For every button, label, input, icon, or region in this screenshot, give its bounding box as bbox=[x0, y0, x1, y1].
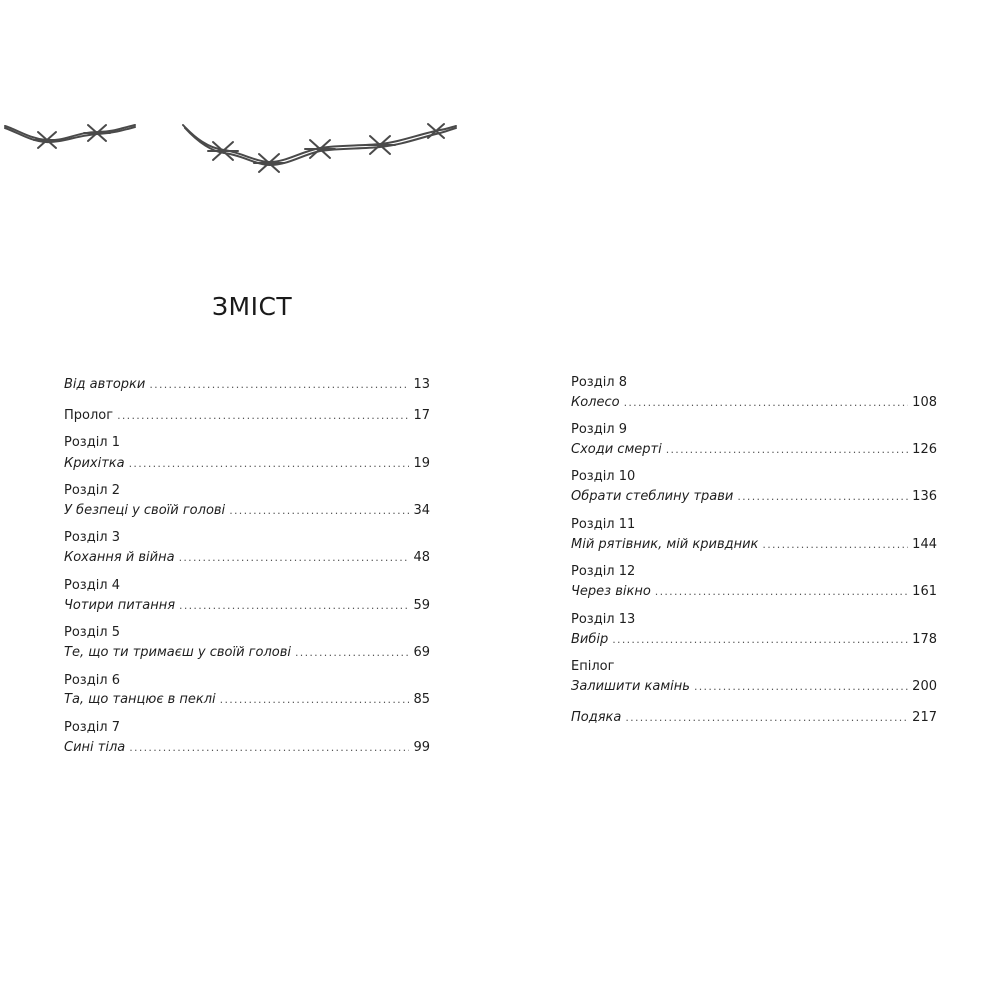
toc-chapter-heading: Розділ 7 bbox=[64, 720, 121, 735]
toc-entry-title: Обрати стеблину трави bbox=[571, 489, 734, 504]
toc-chapter-heading: Розділ 5 bbox=[64, 625, 121, 640]
toc-entry-title: Сині тіла bbox=[64, 740, 126, 755]
leader-dots bbox=[666, 442, 908, 458]
toc-entry-ch9[interactable] bbox=[571, 442, 937, 458]
toc-chapter-heading: Розділ 6 bbox=[64, 673, 121, 688]
toc-entry-ch10[interactable] bbox=[571, 489, 937, 505]
leader-dots bbox=[625, 710, 908, 726]
toc-page-number: 34 bbox=[413, 503, 430, 518]
toc-entry-title: Сходи смерті bbox=[571, 442, 662, 457]
toc-chapter-heading: Розділ 10 bbox=[571, 469, 636, 484]
toc-chapter-heading: Розділ 13 bbox=[571, 612, 636, 627]
toc-page-number: 108 bbox=[912, 395, 937, 410]
toc-entry-ch8[interactable] bbox=[571, 395, 937, 411]
leader-dots bbox=[762, 537, 908, 553]
toc-entry-title: Те, що ти тримаєш у своїй голові bbox=[64, 645, 291, 660]
toc-entry-title: Крихітка bbox=[64, 456, 125, 471]
toc-page-number: 178 bbox=[912, 632, 937, 647]
toc-entry-title: Через вікно bbox=[571, 584, 651, 599]
leader-dots bbox=[737, 489, 908, 505]
toc-chapter-heading: Розділ 12 bbox=[571, 564, 636, 579]
toc-entry-title: Кохання й війна bbox=[64, 550, 175, 565]
leader-dots bbox=[612, 632, 908, 648]
toc-entry-title: Від авторки bbox=[64, 377, 146, 392]
toc-entry-epilogue[interactable] bbox=[571, 679, 937, 695]
toc-chapter-heading: Розділ 1 bbox=[64, 435, 121, 450]
toc-entry-ch11[interactable] bbox=[571, 537, 937, 553]
toc-page-number: 17 bbox=[413, 408, 430, 423]
toc-page-number: 13 bbox=[413, 377, 430, 392]
toc-page-number: 126 bbox=[912, 442, 937, 457]
toc-chapter-heading: Розділ 4 bbox=[64, 578, 121, 593]
page-title: ЗМІСТ bbox=[212, 292, 293, 321]
toc-page-number: 19 bbox=[413, 456, 430, 471]
toc-entry-title: Колесо bbox=[571, 395, 620, 410]
toc-page-number: 59 bbox=[413, 598, 430, 613]
toc-entry-title: Мій рятівник, мій кривдник bbox=[571, 537, 759, 552]
toc-chapter-heading: Епілог bbox=[571, 659, 615, 674]
toc-entry-title: Чотири питання bbox=[64, 598, 176, 613]
toc-entry-title: Пролог bbox=[64, 408, 114, 423]
toc-page-number: 136 bbox=[912, 489, 937, 504]
toc-entry-title: Залишити камінь bbox=[571, 679, 690, 694]
toc-chapter-heading: Розділ 11 bbox=[571, 517, 636, 532]
toc-page-number: 48 bbox=[413, 550, 430, 565]
toc-page-number: 217 bbox=[912, 710, 937, 725]
toc-page-number: 200 bbox=[912, 679, 937, 694]
toc-page-number: 144 bbox=[912, 537, 937, 552]
toc-entry-ch12[interactable] bbox=[571, 584, 937, 600]
leader-dots bbox=[694, 679, 908, 695]
leader-dots bbox=[655, 584, 908, 600]
toc-page-number: 161 bbox=[912, 584, 937, 599]
toc-page-number: 85 bbox=[413, 692, 430, 707]
toc-entry-title: Вибір bbox=[571, 632, 609, 647]
leader-dots bbox=[624, 395, 909, 411]
toc-chapter-heading: Розділ 8 bbox=[571, 375, 628, 390]
toc-chapter-heading: Розділ 2 bbox=[64, 483, 121, 498]
toc-entry-title: Та, що танцює в пеклі bbox=[64, 692, 216, 707]
toc-page-number: 99 bbox=[413, 740, 430, 755]
toc-chapter-heading: Розділ 9 bbox=[571, 422, 628, 437]
toc-entry-title: Подяка bbox=[571, 710, 622, 725]
toc-page-number: 69 bbox=[413, 645, 430, 660]
toc-entry-ch13[interactable] bbox=[571, 632, 937, 648]
toc-chapter-heading: Розділ 3 bbox=[64, 530, 121, 545]
toc-entry-title: У безпеці у своїй голові bbox=[64, 503, 226, 518]
toc-entry-thanks[interactable] bbox=[571, 710, 937, 726]
